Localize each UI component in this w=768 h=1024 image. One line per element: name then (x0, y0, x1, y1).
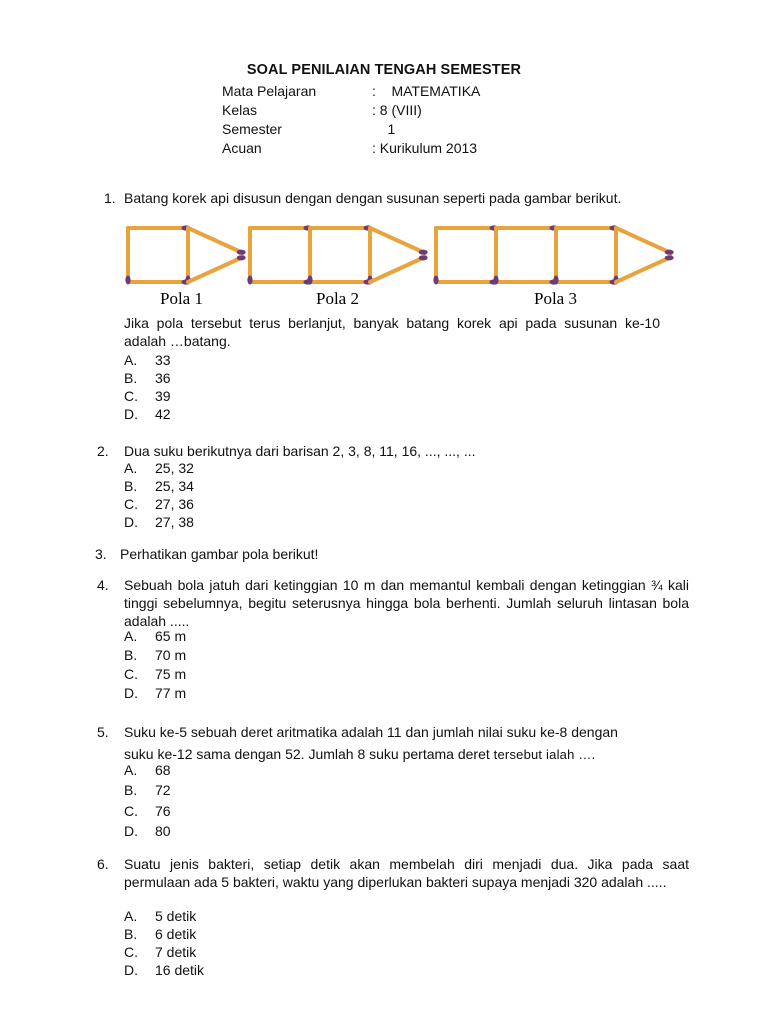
match-head (419, 255, 428, 260)
question-text: Sebuah bola jatuh dari ketinggian 10 m dan memantul kembali dengan ketinggian ¾ kali tinggi sebelumnya, begitu seterusnya hingga bola berhenti. Jumlah seluruh lintasan bola adalah ..... (124, 577, 689, 629)
matchstick (188, 228, 243, 253)
question-text (124, 721, 689, 766)
question-text: Dua suku berikutnya dari barisan 2, 3, 8, 11, 16, ..., ..., ... (124, 443, 476, 459)
option-c[interactable]: C. 75 m (124, 666, 187, 682)
info-row-subject (222, 82, 480, 101)
match-head (307, 276, 312, 285)
question-text-line-1: Suku ke-5 sebuah deret aritmatika adalah 11 dan jumlah nilai suku ke-8 dengan (124, 724, 618, 740)
question-text: Batang korek api disusun dengan dengan susunan seperti pada gambar berikut. (124, 190, 622, 206)
option-d[interactable]: D. 77 m (124, 685, 187, 701)
info-label: Acuan (222, 140, 262, 156)
question-number: 3. (95, 546, 107, 562)
info-row-reference (222, 139, 480, 158)
info-row-class (222, 101, 480, 120)
matchstick-pattern-figure (118, 220, 688, 312)
match-head (125, 276, 130, 285)
question-number: 2. (97, 443, 109, 459)
option-a[interactable]: A. 65 m (124, 628, 187, 644)
match-head (553, 276, 558, 285)
question-number: 5. (97, 724, 109, 740)
option-d[interactable]: D. 80 (124, 823, 171, 839)
figure-label-pola-3: Pola 3 (534, 289, 577, 308)
matchstick (188, 257, 243, 282)
option-c[interactable]: C. 39 (124, 388, 171, 404)
question-text: Perhatikan gambar pola berikut! (120, 546, 319, 562)
match-head (665, 255, 674, 260)
matchstick (616, 228, 671, 253)
figure-label-pola-2: Pola 2 (316, 289, 359, 308)
info-label: Kelas (222, 102, 258, 118)
option-c[interactable]: C. 76 (124, 803, 171, 819)
match-head (665, 250, 674, 255)
option-b[interactable]: B. 6 detik (124, 926, 197, 942)
option-c[interactable]: C. 7 detik (124, 944, 197, 960)
page-title: SOAL PENILAIAN TENGAH SEMESTER (246, 62, 522, 78)
question-number: 1. (104, 190, 116, 206)
info-value: : Kurikulum 2013 (372, 140, 478, 156)
option-b[interactable]: B. 36 (124, 370, 171, 386)
figure-label-pola-1: Pola 1 (160, 289, 203, 308)
option-b[interactable]: B. 72 (124, 782, 171, 798)
option-c[interactable]: C. 27, 36 (124, 496, 194, 512)
question-number: 4. (97, 577, 109, 593)
question-text: Suatu jenis bakteri, setiap detik akan membelah diri menjadi dua. Jika pada saat permulaan ada 5 bakteri, waktu yang diperlukan bakteri supaya menjadi 320 adalah ..... (124, 856, 689, 890)
option-d[interactable]: D. 42 (124, 406, 171, 422)
question-text-line-2: suku ke-12 sama dengan 52. Jumlah 8 suku pertama deret (124, 746, 494, 762)
option-a[interactable]: A. 68 (124, 762, 171, 778)
match-head (237, 255, 246, 260)
option-b[interactable]: B. 25, 34 (124, 478, 194, 494)
info-label: Semester (222, 121, 282, 137)
match-head (433, 276, 438, 285)
option-b[interactable]: B. 70 m (124, 647, 187, 663)
matchstick (616, 257, 671, 282)
info-value: 1 (372, 121, 396, 137)
matchstick (370, 257, 425, 282)
option-a[interactable]: A. 5 detik (124, 908, 197, 924)
exam-info (222, 82, 480, 158)
match-head (237, 250, 246, 255)
question-text-line-2-end: tersebut ialah …. (493, 747, 596, 762)
option-d[interactable]: D. 16 detik (124, 962, 205, 978)
option-a[interactable]: A. 33 (124, 352, 171, 368)
info-value: : 8 (VIII) (372, 102, 422, 118)
match-head (419, 250, 428, 255)
option-a[interactable]: A. 25, 32 (124, 460, 194, 476)
question-number: 6. (97, 856, 109, 872)
info-label: Mata Pelajaran (222, 83, 317, 99)
match-head (493, 276, 498, 285)
info-value: : MATEMATIKA (372, 83, 481, 99)
matchstick (370, 228, 425, 253)
match-head (247, 276, 252, 285)
info-row-semester (222, 120, 480, 139)
question-text: Jika pola tersebut terus berlanjut, banyak batang korek api pada susunan ke-10 adalah …batang. (124, 315, 660, 349)
option-d[interactable]: D. 27, 38 (124, 514, 194, 530)
